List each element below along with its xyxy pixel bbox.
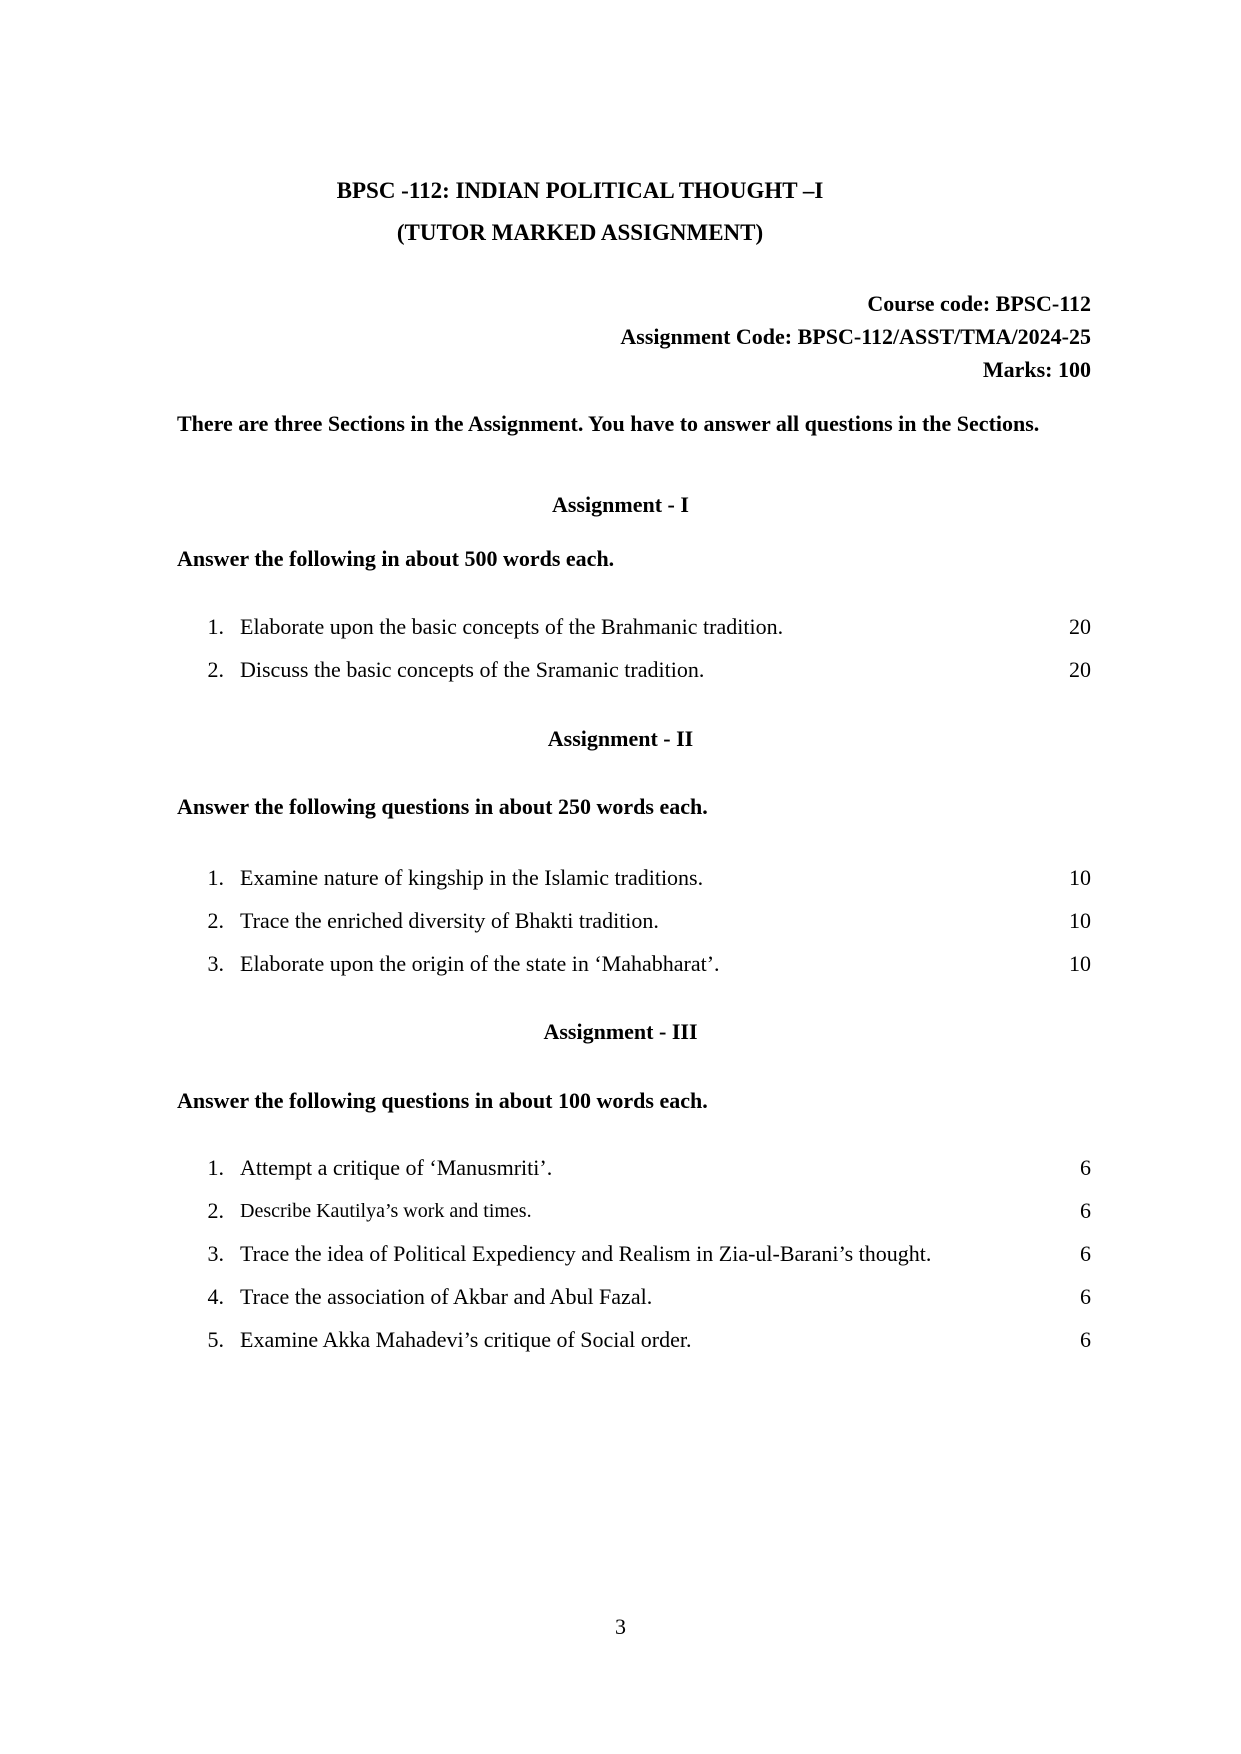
intro-instructions: There are three Sections in the Assignment. You have to answer all questions in the Sections.: [177, 411, 1040, 436]
question-item: [200, 863, 1091, 906]
question-item: [200, 1153, 1091, 1196]
question-text: Trace the idea of Political Expediency and Realism in Zia-ul-Barani’s thought.: [240, 1241, 932, 1266]
question-item: [200, 1325, 1091, 1368]
question-text: Trace the association of Akbar and Abul Fazal.: [240, 1284, 653, 1309]
question-item: [200, 906, 1091, 949]
question-list: [200, 612, 1091, 698]
section-instruction: Answer the following questions in about 250 words each.: [177, 794, 708, 819]
question-number: 1.: [207, 614, 224, 639]
question-number: 5.: [207, 1327, 224, 1352]
question-text: Examine nature of kingship in the Islamic traditions.: [240, 865, 704, 890]
question-item: [200, 1282, 1091, 1325]
section-title: Assignment - I: [552, 492, 689, 517]
total-marks: Marks: 100: [982, 357, 1091, 382]
question-number: 3.: [207, 1241, 224, 1266]
question-marks: 6: [1080, 1327, 1091, 1352]
question-item: [200, 612, 1091, 655]
question-marks: 6: [1080, 1284, 1091, 1309]
question-number: 2.: [207, 657, 224, 682]
section-instruction: Answer the following questions in about 100 words each.: [177, 1088, 708, 1113]
question-number: 2.: [207, 908, 224, 933]
question-text: Examine Akka Mahadevi’s critique of Social order.: [240, 1327, 692, 1352]
section-instruction: Answer the following in about 500 words each.: [177, 546, 615, 571]
page-number: 3: [615, 1614, 626, 1639]
question-marks: 10: [1069, 865, 1091, 890]
question-marks: 20: [1069, 614, 1091, 639]
question-number: 2.: [207, 1198, 224, 1223]
question-text: Trace the enriched diversity of Bhakti tradition.: [240, 908, 659, 933]
question-list: [200, 1153, 1091, 1368]
question-text: Discuss the basic concepts of the Sramanic tradition.: [240, 657, 705, 682]
question-text: Elaborate upon the basic concepts of the Brahmanic tradition.: [240, 614, 784, 639]
question-text: Attempt a critique of ‘Manusmriti’.: [240, 1155, 553, 1180]
question-number: 1.: [207, 1155, 224, 1180]
question-item: [200, 1196, 1091, 1239]
question-item: [200, 655, 1091, 698]
question-number: 4.: [207, 1284, 224, 1309]
question-marks: 10: [1069, 908, 1091, 933]
question-marks: 6: [1080, 1198, 1091, 1223]
question-number: 1.: [207, 865, 224, 890]
question-marks: 20: [1069, 657, 1091, 682]
course-meta: [620, 287, 1091, 386]
question-marks: 6: [1080, 1155, 1091, 1180]
section-title: Assignment - III: [543, 1019, 698, 1044]
question-number: 3.: [207, 951, 224, 976]
question-item: [200, 1239, 1091, 1282]
question-item: [200, 949, 1091, 992]
question-marks: 6: [1080, 1241, 1091, 1266]
assignment-code: Assignment Code: BPSC-112/ASST/TMA/2024-25: [620, 324, 1091, 349]
document-title: BPSC -112: INDIAN POLITICAL THOUGHT –I: [336, 178, 824, 203]
question-text: Describe Kautilya’s work and times.: [240, 1200, 532, 1222]
section-title: Assignment - II: [547, 726, 694, 751]
document-subtitle: (TUTOR MARKED ASSIGNMENT): [396, 220, 764, 245]
question-marks: 10: [1069, 951, 1091, 976]
course-code: Course code: BPSC-112: [867, 291, 1091, 316]
question-list: [200, 863, 1091, 992]
question-text: Elaborate upon the origin of the state in ‘Mahabharat’.: [240, 951, 720, 976]
